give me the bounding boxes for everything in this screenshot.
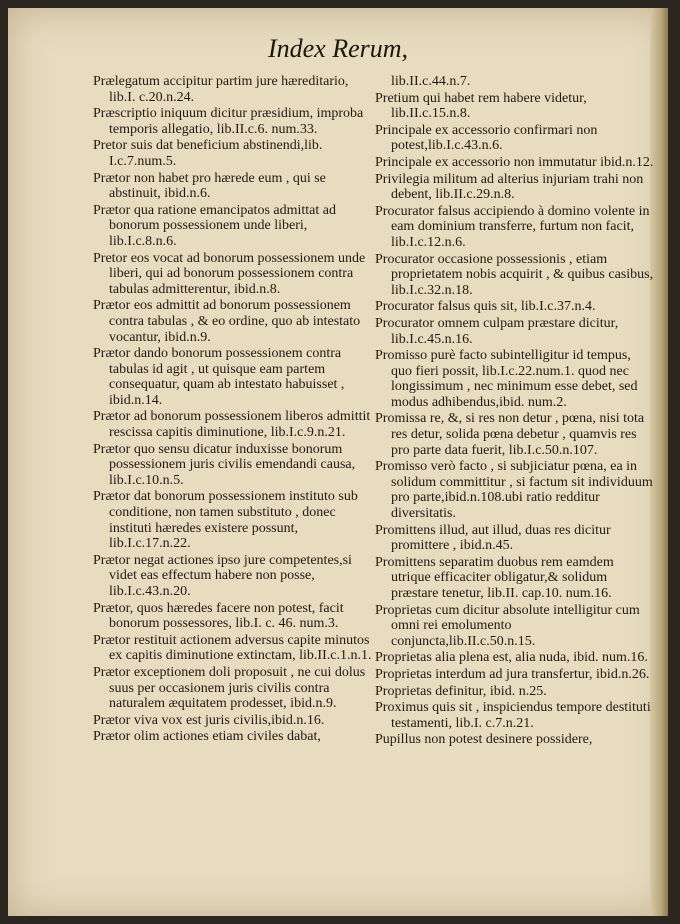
- index-entry: Prætor eos admittit ad bonorum possessionem contra tabulas , & eo ordine, quo ab intestato vocantur, ibid.n.9.: [93, 298, 361, 345]
- index-entry: Proprietas definitur, ibid. n.25.: [375, 683, 547, 699]
- index-entry: Promittens illud, aut illud, duas res dicitur promittere , ibid.n.45.: [375, 522, 611, 554]
- index-entry: Pretor suis dat beneficium abstinendi,lib. I.c.7.num.5.: [93, 138, 323, 169]
- index-entry: Pretor eos vocat ad bonorum possessionem unde liberi, qui ad bonorum possessionem contra tabulas admitterentur, ibid.n.8.: [93, 250, 366, 297]
- index-entry: Proprietas cum dicitur absolute intelligitur cum omni rei emolumento conjuncta,lib.II.c.50.n.15.: [375, 602, 640, 649]
- index-entry: Procurator omnem culpam præstare dicitur, lib.I.c.45.n.16.: [375, 315, 619, 347]
- index-entry: Privilegia militum ad alterius injuriam trahi non debent, lib.II.c.29.n.8.: [375, 171, 644, 203]
- index-entry: Prætor negat actiones ipso jure competentes,si videt eas effectum habere non posse, lib.I.c.43.n.20.: [93, 552, 352, 599]
- index-entry: Prætor qua ratione emancipatos admittat ad bonorum possessionem unde liberi, lib.I.c.8.n.6.: [93, 202, 336, 249]
- index-entry: Prætor non habet pro hærede eum , qui se abstinuit, ibid.n.6.: [93, 170, 326, 202]
- index-entry: Prætor, quos hæredes facere non potest, facit bonorum possessores, lib.I. c. 46. num.3.: [93, 600, 344, 632]
- page-title: Index Rerum,: [267, 34, 409, 63]
- index-entry: Proprietas alia plena est, alia nuda, ibid. num.16.: [375, 650, 648, 666]
- book-page: [8, 8, 668, 916]
- index-column-left: [93, 74, 377, 746]
- index-entry: Prætor restituit actionem adversus capite minutos ex capitis diminutione extinctam, lib.II.c.1.n.1.: [93, 632, 372, 664]
- index-entry: Prætor quo sensu dicatur induxisse bonorum possessionem juris civilis emendandi causa, lib.I.c.10.n.5.: [93, 441, 356, 488]
- index-entry: Pupillus non potest desinere possidere,: [375, 732, 593, 748]
- index-entry: Prætor ad bonorum possessionem liberos admittit rescissa capitis diminutione, lib.I.c.9.n.21.: [93, 409, 371, 441]
- index-entry: Procurator falsus quis sit, lib.I.c.37.n.4.: [375, 299, 596, 315]
- index-entry: Promisso verò facto , si subjiciatur pœna, ea in solidum committitur , si factum sit individuum pro parte,ibid.n.108.ubi ratio redditur diversitatis.: [375, 459, 653, 522]
- index-entry: Procurator falsus accipiendo à domino volente in eam dominium transferre, furtum non facit, lib.I.c.12.n.6.: [375, 203, 650, 250]
- index-entry: Proprietas interdum ad jura transfertur, ibid.n.26.: [375, 666, 650, 682]
- index-entry: Promissa re, &, si res non detur , pœna, nisi tota res detur, solida pœna debetur , quamvis res pro parte data fuerit, lib.I.c.50.n.107.: [375, 411, 645, 458]
- index-entry: Prætor dando bonorum possessionem contra tabulas id agit , ut quisque eam partem consequatur, quam ab intestato habuisset , ibid.n.14.: [93, 346, 345, 408]
- index-column-right: [375, 74, 655, 749]
- index-entry: Promisso purè facto subintelligitur id tempus, quo fieri possit, lib.I.c.22.num.1. quod nec longissimum , nec minimum esse debet, sed modus adhibendus,ibid. num.2.: [375, 348, 638, 410]
- index-entry: Promittens separatim duobus rem eamdem utrique efficaciter obligatur,& solidum præstare tenetur, lib.II. cap.10. num.16.: [375, 554, 614, 601]
- index-entry: Pretium qui habet rem habere videtur, lib.II.c.15.n.8.: [375, 90, 587, 122]
- index-entry: Prætor dat bonorum possessionem instituto sub conditione, non tamen substituto , donec instituti hæredes existere possunt, lib.I.c.17.n.22.: [93, 489, 358, 552]
- index-entry: Prælegatum accipitur partim jure hæreditario, lib.I. c.20.n.24.: [93, 74, 349, 105]
- index-entry: Prætor exceptionem doli proposuit , ne cui dolus suus per occasionem juris civilis contra naturalem æquitatem prodesset, ibid.n.9.: [93, 664, 366, 712]
- index-entry: Proximus quis sit , inspiciendus tempore destituti testamenti, lib.I. c.7.n.21.: [375, 700, 651, 731]
- index-entry: Principale ex accessorio non immutatur ibid.n.12.: [375, 154, 654, 170]
- index-entry: Procurator occasione possessionis , etiam proprietatem nobis acquirit , & quibus casibus, lib.I.c.32.n.18.: [375, 251, 654, 298]
- index-entry-continuation: lib.II.c.44.n.7.: [391, 74, 471, 89]
- index-entry: Præscriptio iniquum dicitur præsidium, improba temporis allegatio, lib.II.c.6. num.33.: [93, 106, 364, 137]
- index-entry: Principale ex accessorio confirmari non potest,lib.I.c.43.n.6.: [375, 122, 598, 154]
- index-entry: Prætor viva vox est juris civilis,ibid.n.16.: [93, 712, 325, 728]
- index-entry: Prætor olim actiones etiam civiles dabat,: [93, 729, 321, 745]
